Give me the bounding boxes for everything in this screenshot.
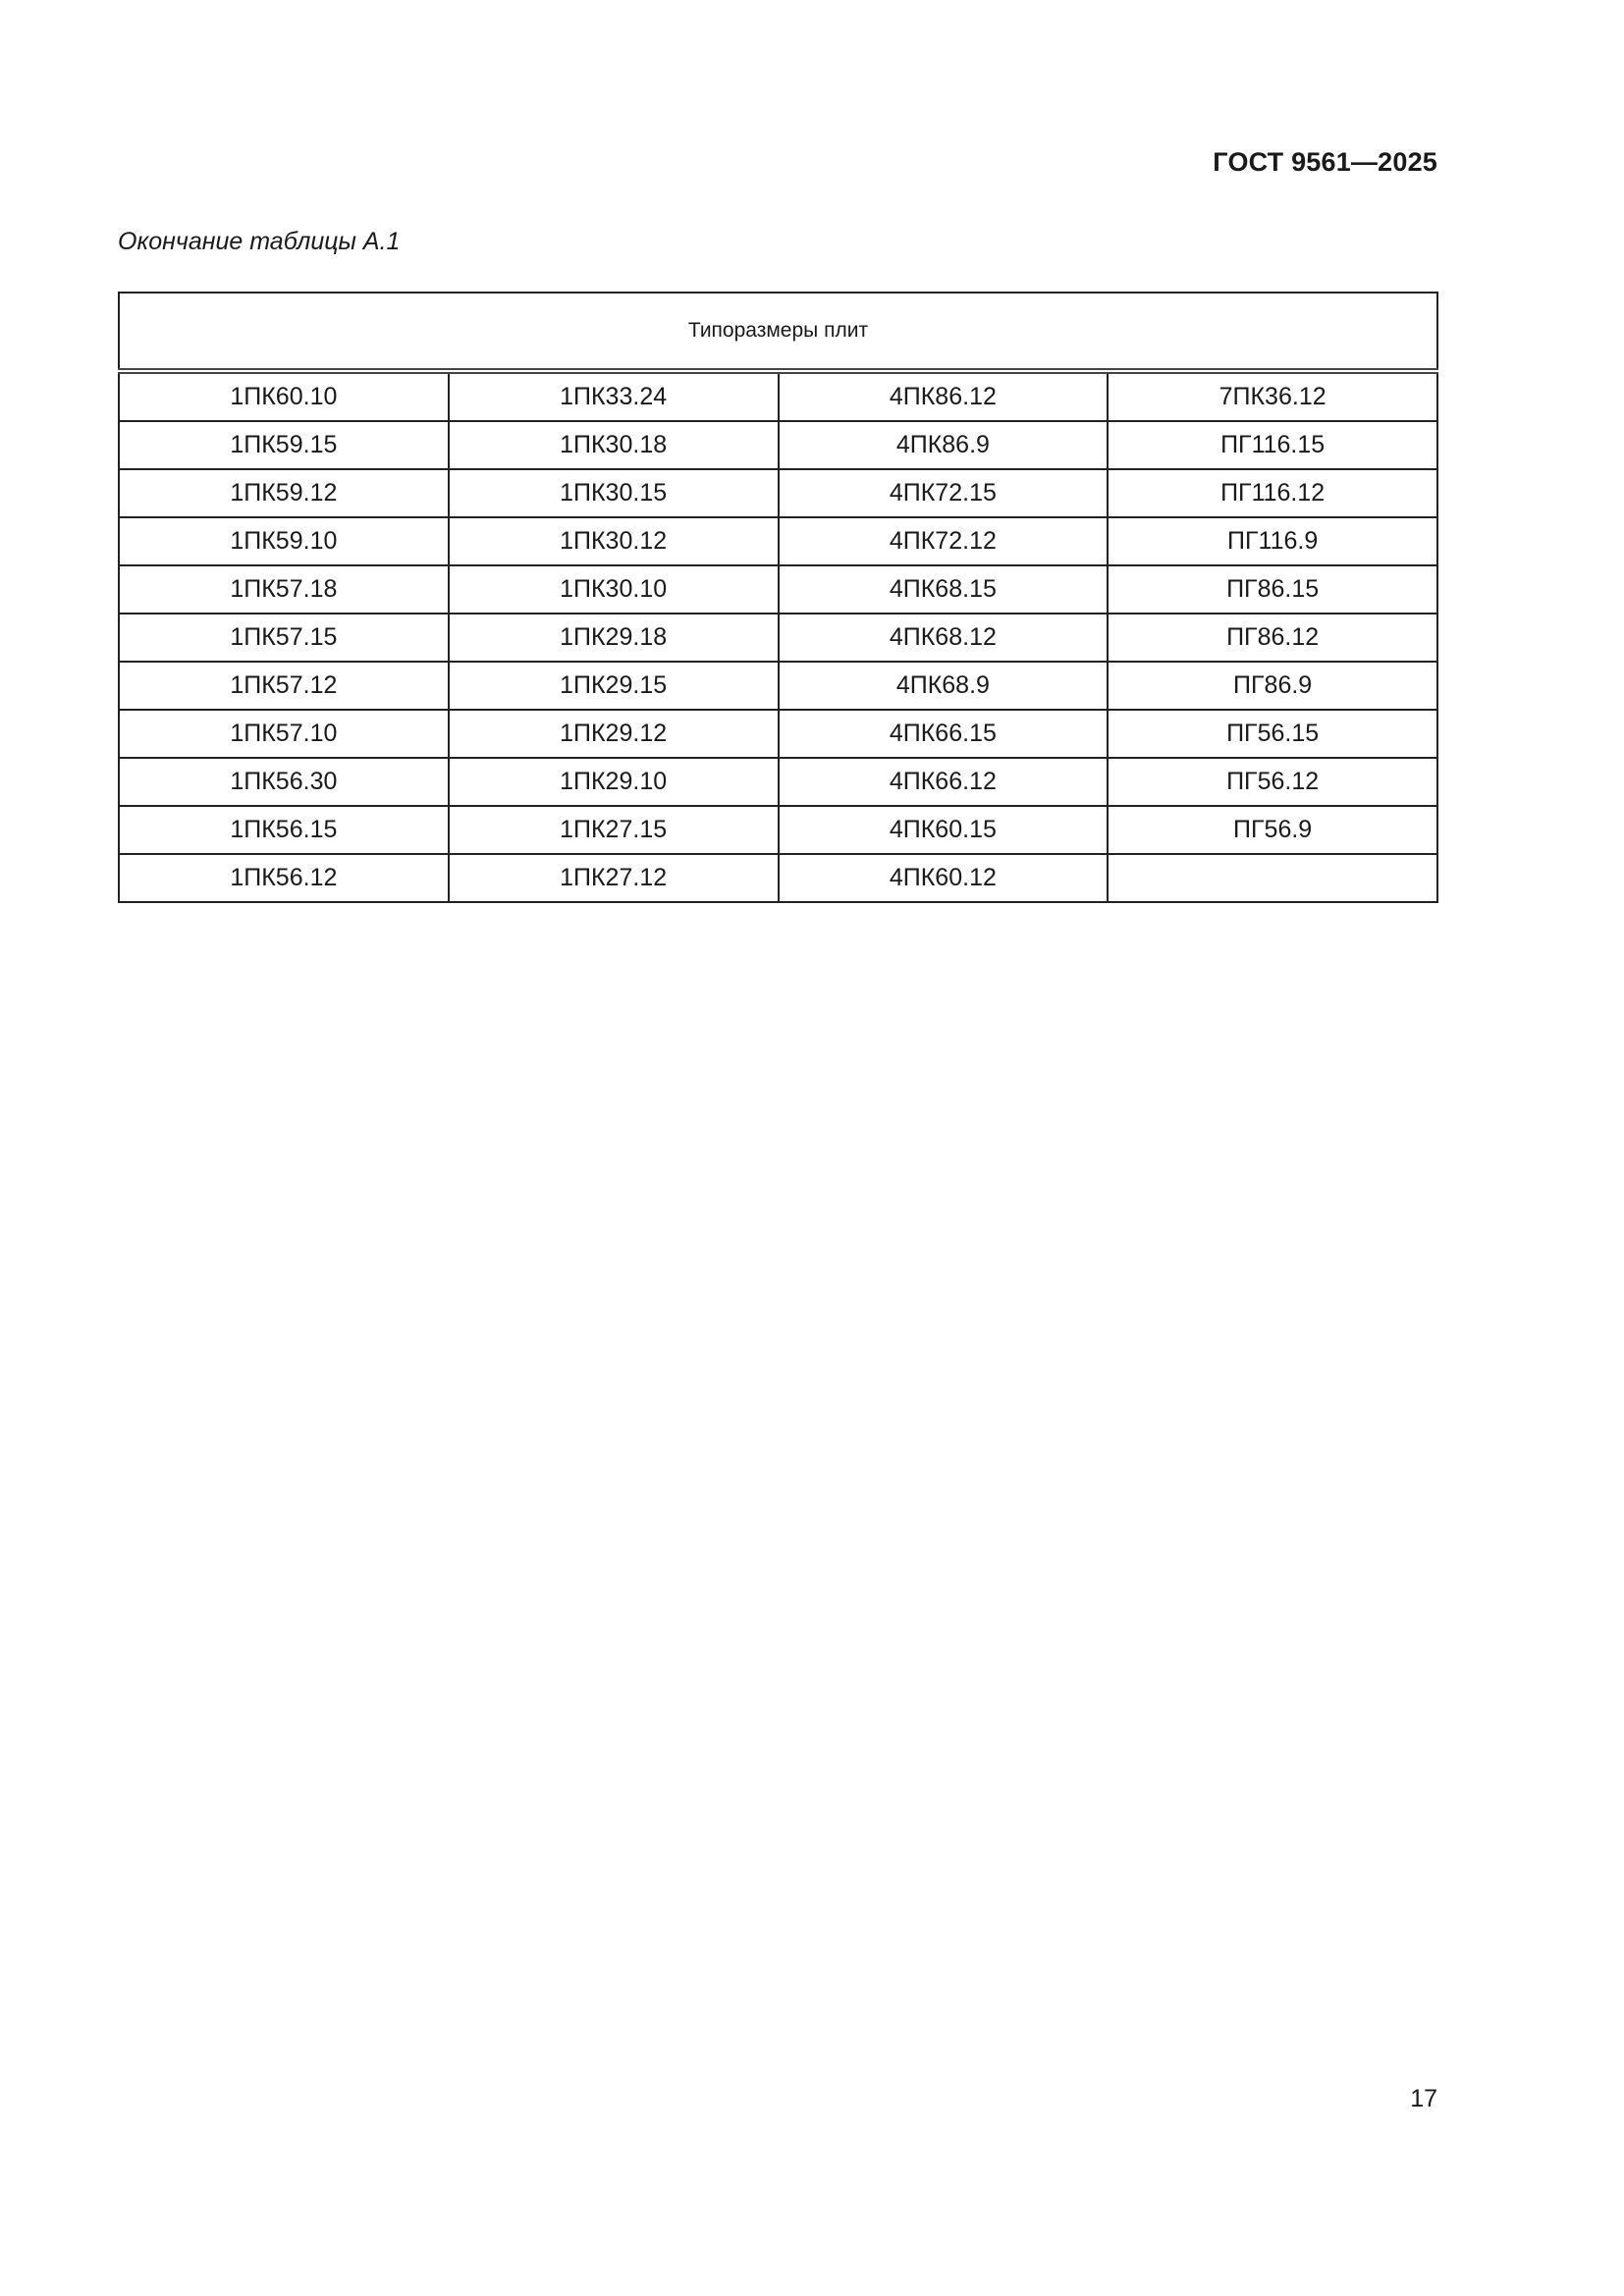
table-row	[119, 710, 1437, 758]
table-cell: 1ПК59.12	[119, 469, 449, 517]
table-row	[119, 806, 1437, 854]
table-cell: 4ПК68.15	[779, 565, 1109, 614]
table-body	[119, 371, 1437, 902]
table-cell: 1ПК30.18	[449, 421, 779, 469]
table-heading: Типоразмеры плит	[119, 293, 1437, 371]
table-cell: 4ПК68.9	[779, 662, 1109, 710]
table-cell: 4ПК86.9	[779, 421, 1109, 469]
table-row	[119, 662, 1437, 710]
table-cell: ПГ56.12	[1108, 758, 1437, 806]
table-cell: ПГ86.9	[1108, 662, 1437, 710]
table-row	[119, 614, 1437, 662]
table-cell: ПГ116.15	[1108, 421, 1437, 469]
table-cell: 4ПК72.15	[779, 469, 1109, 517]
table-row	[119, 371, 1437, 421]
table-cell: ПГ56.9	[1108, 806, 1437, 854]
table-cell: 1ПК56.12	[119, 854, 449, 902]
slab-sizes-table-container	[118, 292, 1438, 903]
table-cell: 1ПК56.30	[119, 758, 449, 806]
table-cell: 7ПК36.12	[1108, 371, 1437, 421]
page-number: 17	[1410, 2085, 1437, 2112]
table-row	[119, 421, 1437, 469]
table-cell: 1ПК29.18	[449, 614, 779, 662]
table-cell: 1ПК30.10	[449, 565, 779, 614]
table-row	[119, 758, 1437, 806]
table-cell: 1ПК56.15	[119, 806, 449, 854]
table-cell	[1108, 854, 1437, 902]
table-row	[119, 517, 1437, 565]
slab-sizes-table	[118, 292, 1438, 903]
table-cell: 1ПК57.18	[119, 565, 449, 614]
table-cell: 4ПК72.12	[779, 517, 1109, 565]
table-row	[119, 854, 1437, 902]
table-cell: ПГ116.9	[1108, 517, 1437, 565]
table-cell: 4ПК60.15	[779, 806, 1109, 854]
table-cell: 1ПК30.12	[449, 517, 779, 565]
table-cell: 1ПК57.15	[119, 614, 449, 662]
table-cell: 1ПК29.10	[449, 758, 779, 806]
table-cell: ПГ116.12	[1108, 469, 1437, 517]
table-cell: 1ПК29.15	[449, 662, 779, 710]
document-standard-number: ГОСТ 9561—2025	[1213, 147, 1437, 177]
table-cell: 1ПК27.15	[449, 806, 779, 854]
table-row	[119, 469, 1437, 517]
table-cell: 1ПК57.12	[119, 662, 449, 710]
table-cell: 1ПК60.10	[119, 371, 449, 421]
table-cell: 1ПК27.12	[449, 854, 779, 902]
table-cell: 1ПК57.10	[119, 710, 449, 758]
table-cell: 4ПК86.12	[779, 371, 1109, 421]
table-cell: ПГ86.12	[1108, 614, 1437, 662]
table-header-row	[119, 293, 1437, 371]
table-cell: ПГ86.15	[1108, 565, 1437, 614]
table-cell: 4ПК66.15	[779, 710, 1109, 758]
table-cell: 1ПК33.24	[449, 371, 779, 421]
table-cell: 1ПК30.15	[449, 469, 779, 517]
table-cell: 4ПК60.12	[779, 854, 1109, 902]
table-row	[119, 565, 1437, 614]
table-cell: 1ПК59.15	[119, 421, 449, 469]
table-cell: 4ПК66.12	[779, 758, 1109, 806]
table-cell: 1ПК29.12	[449, 710, 779, 758]
table-cell: 4ПК68.12	[779, 614, 1109, 662]
table-caption: Окончание таблицы А.1	[118, 228, 401, 255]
table-cell: ПГ56.15	[1108, 710, 1437, 758]
table-cell: 1ПК59.10	[119, 517, 449, 565]
